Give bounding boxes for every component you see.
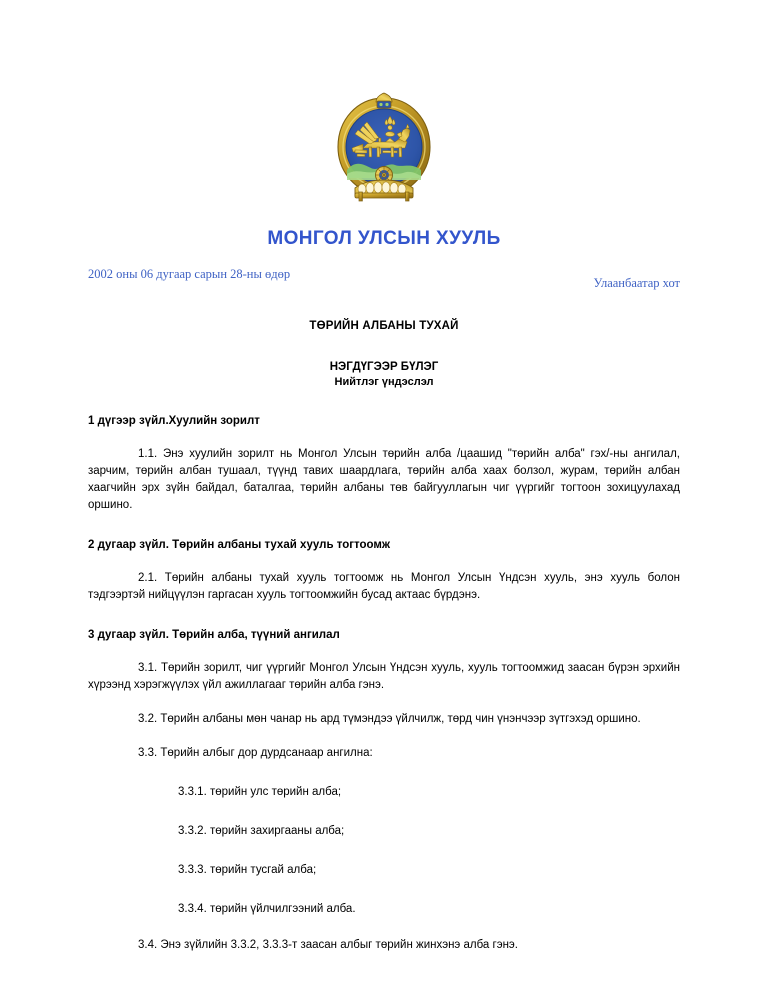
chapter-number: НЭГДҮГЭЭР БҮЛЭГ	[329, 361, 439, 373]
document-content	[88, 0, 680, 954]
article-heading-1: 1 дүгээр зүйл.Хуулийн зорилт	[88, 415, 260, 427]
article-paragraph-2-1: 2.1. Төрийн албаны тухай хууль тогтоомж нь Монгол Улсын Үндсэн хууль, энэ хууль болон тэдгээртэй нийцүүлэн гаргасан хууль тогтоомжийн бусад актаас бүрдэнэ.	[88, 572, 680, 601]
document-meta-row	[88, 267, 680, 301]
article-heading-3: 3 дугаар зүйл. Төрийн алба, түүний ангилал	[88, 629, 340, 641]
article-subitem-3-3-1: 3.3.1. төрийн улс төрийн алба;	[178, 786, 342, 798]
article-paragraph-3-4: 3.4. Энэ зүйлийн 3.3.2, 3.3.3-т заасан албыг төрийн жинхэнэ алба гэнэ.	[138, 939, 518, 951]
article-subitem-3-3-4: 3.3.4. төрийн үйлчилгээний алба.	[178, 903, 356, 915]
article-subitem-3-3-3: 3.3.3. төрийн тусгай алба;	[178, 864, 317, 876]
chapter-name: Нийтлэг үндэслэл	[334, 376, 434, 388]
article-subitem-3-3-2: 3.3.2. төрийн захиргааны алба;	[178, 825, 345, 837]
page-title: МОНГОЛ УЛСЫН ХУУЛЬ	[267, 228, 501, 249]
article-paragraph-3-3: 3.3. Төрийн албыг дор дурдсанаар ангилна:	[138, 747, 373, 759]
law-name-heading: ТӨРИЙН АЛБАНЫ ТУХАЙ	[309, 320, 459, 332]
article-paragraph-3-2: 3.2. Төрийн албаны мөн чанар нь ард түмэндээ үйлчилж, төрд чин үнэнчээр зүтгэхэд оршино.	[138, 713, 641, 725]
article-paragraph-3-1: 3.1. Төрийн зорилт, чиг үүргийг Монгол Улсын Үндсэн хууль, хууль тогтоомжид заасан бүрэн эрхийн хүрээнд хэрэгжүүлэх үйл ажиллагааг төрийн алба гэнэ.	[88, 662, 680, 691]
document-date: 2002 оны 06 дугаар сарын 28-ны өдөр	[88, 267, 291, 281]
emblem-container	[88, 0, 680, 204]
article-heading-2: 2 дугаар зүйл. Төрийн албаны тухай хууль тогтоомж	[88, 539, 391, 551]
document-city: Улаанбаатар хот	[593, 276, 680, 290]
article-paragraph-1-1: 1.1. Энэ хуулийн зорилт нь Монгол Улсын төрийн алба /цаашид "төрийн алба" гэх/-ны ангилал, зарчим, төрийн албан тушаал, түүнд тавих шаардлага, төрийн алба хаах болзол, журам, төрийн албан хаагчийн эрх зүйн байдал, баталгаа, төрийн албаны төв байгууллагын чиг үүргийг тогтоон зохицуулахад оршино.	[88, 448, 680, 511]
chapter-heading	[88, 360, 680, 390]
mongolia-state-emblem-icon	[333, 92, 435, 204]
